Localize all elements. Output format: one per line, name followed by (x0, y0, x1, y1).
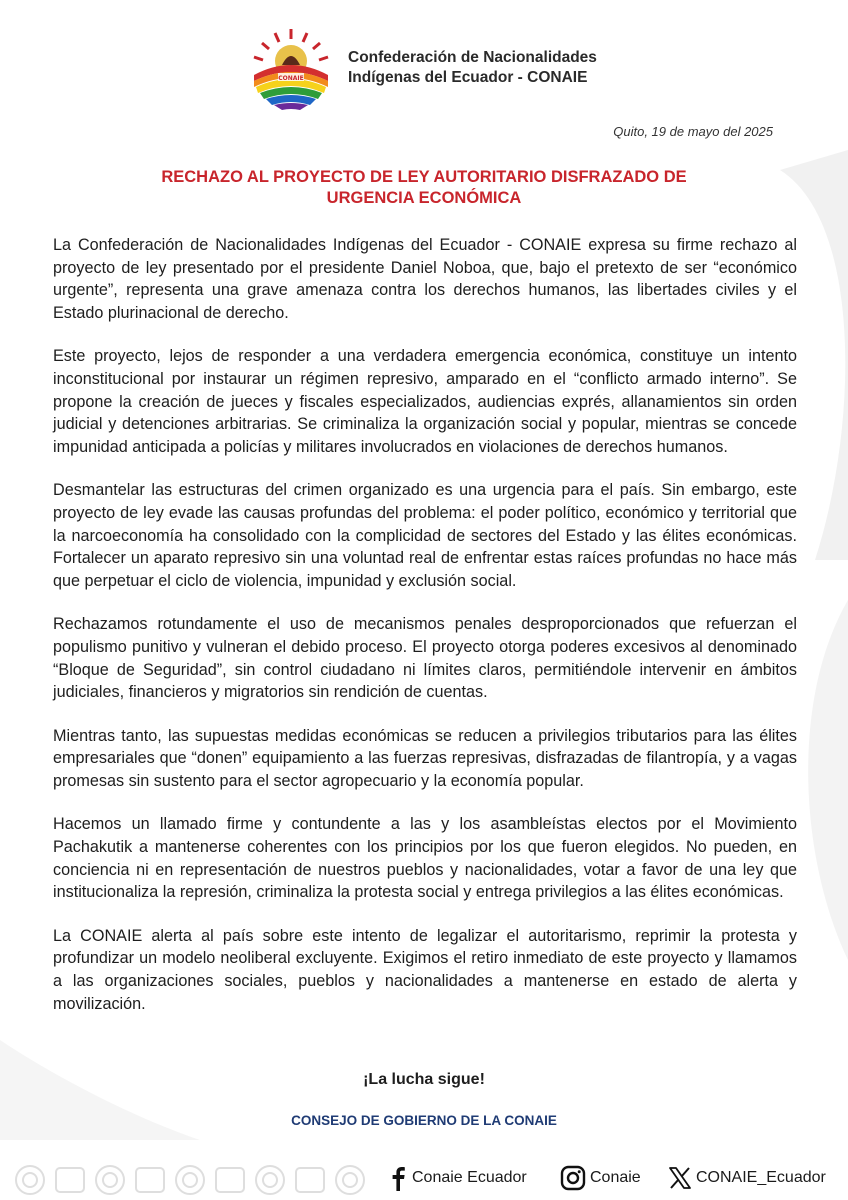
paragraph-4: Rechazamos rotundamente el uso de mecanismos penales desproporcionados que refuerzan el populismo punitivo y vulneran el debido proceso. El proyecto otorga poderes excesivos al denominado “Bloque de Seguridad”, sin control ciudadano ni límites claros, permitiéndole intervenir en ámbitos judiciales, financieros y migratorios sin rendición de cuentas. (53, 615, 797, 702)
paragraph-2: Este proyecto, lejos de responder a una verdadera emergencia económica, constituye un intento inconstitucional por instaurar un régimen represivo, amparado en el “conflicto armado interno”. Se propone la creación de jueces y fiscales especializados, audiencias exprés, allanamientos sin orden judicial y detenciones arbitrarias. Se criminaliza la organización social y popular, mientras se concede impunidad anticipada a policías y militares involucrados en violaciones de derechos humanos. (53, 347, 797, 456)
x-link[interactable] (668, 1163, 826, 1193)
organization-name-line2: Indígenas del Ecuador - CONAIE (348, 69, 588, 86)
signature: CONSEJO DE GOBIERNO DE LA CONAIE (291, 1113, 557, 1128)
conaie-logo (248, 25, 334, 111)
organization-name (348, 48, 597, 88)
paragraph-7: La CONAIE alerta al país sobre este intento de legalizar el autoritarismo, reprimir la protesta y profundizar un modelo neoliberal excluyente. Exigimos el retiro inmediato de este proyecto y llamamos a las organizaciones sociales, pueblos y nacionalidades a mantenerse en estado de alerta y movilización. (53, 926, 797, 1013)
document-title (60, 167, 788, 209)
facebook-link[interactable] (388, 1163, 527, 1193)
facebook-handle: Conaie Ecuador (412, 1169, 527, 1186)
instagram-handle: Conaie (590, 1169, 641, 1186)
instagram-link[interactable] (560, 1163, 641, 1193)
paragraph-3: Desmantelar las estructuras del crimen organizado es una urgencia para el país. Sin embargo, este proyecto de ley evade las causas profundas del problema: el poder político, económico y territorial que la narcoeconomía ha consolidado con la complicidad de sectores del Estado y las élites económicas. Fortalecer un aparato represivo sin una voluntad real de enfrentar estas raíces profundas no hace más que perpetuar el ciclo de violencia, impunidad y exclusión social. (53, 481, 797, 590)
paragraph-5: Mientras tanto, las supuestas medidas económicas se reducen a privilegios tributarios para las élites empresariales que “donen” equipamiento a las fuerzas represivas, disfrazadas de filantropía, y a vagas promesas sin sustento para el sector agropecuario y la economía popular. (53, 726, 797, 790)
instagram-icon (560, 1165, 586, 1191)
facebook-icon (388, 1165, 408, 1191)
organization-name-line1: Confederación de Nacionalidades (348, 49, 597, 66)
document-body (53, 234, 797, 1036)
title-line1: RECHAZO AL PROYECTO DE LEY AUTORITARIO DISFRAZADO DE (161, 168, 687, 186)
title-line2: URGENCIA ECONÓMICA (326, 189, 522, 207)
document-date: Quito, 19 de mayo del 2025 (613, 124, 773, 139)
x-handle: CONAIE_Ecuador (696, 1169, 826, 1186)
logo-wordmark: CONAIE (278, 75, 304, 82)
paragraph-6: Hacemos un llamado firme y contundente a las y los asambleístas electos por el Movimiento Pachakutik a mantenerse coherentes con los principios por los que fueron elegidos. No pueden, en conciencia ni en representación de nuestros pueblos y nacionalidades, votar a favor de una ley que institucionaliza la represión, criminaliza la protesta social y entrega privilegios a las élites económicas. (53, 815, 797, 902)
x-icon (668, 1166, 692, 1190)
paragraph-1: La Confederación de Nacionalidades Indígenas del Ecuador - CONAIE expresa su firme rechazo al proyecto de ley presentado por el presidente Daniel Noboa, que, bajo el pretexto de ser “económico urgente”, representa una grave amenaza contra los derechos humanos, las libertades civiles y el Estado plurinacional de derecho. (53, 236, 797, 322)
footer-pattern-decoration (0, 1156, 380, 1200)
closing-slogan: ¡La lucha sigue! (363, 1071, 485, 1088)
letterhead (248, 20, 597, 116)
